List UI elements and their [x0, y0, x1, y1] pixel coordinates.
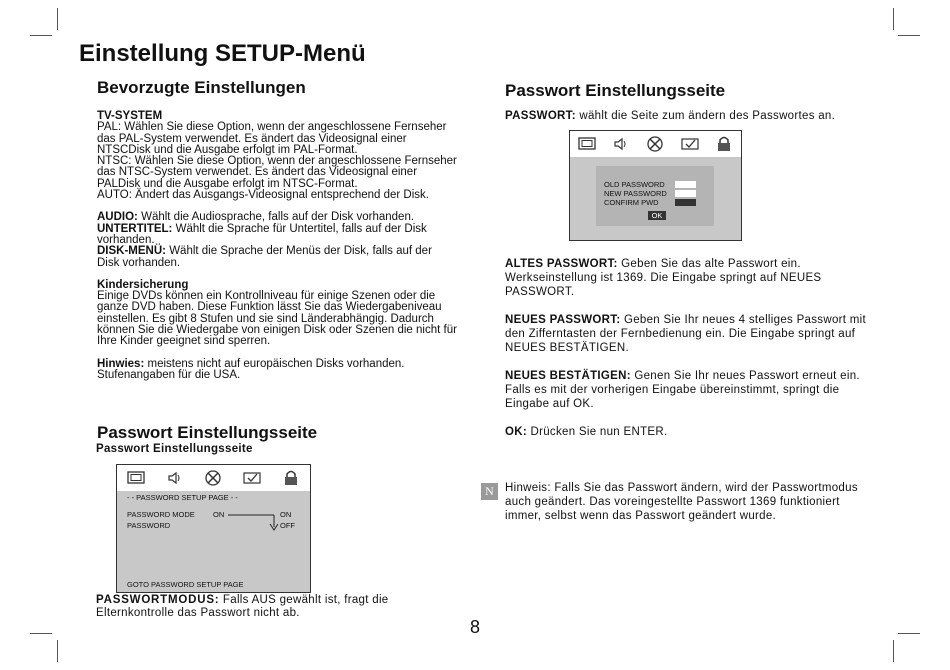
new-password-field[interactable] — [675, 190, 696, 197]
section-heading-preferences: Bevorzugte Einstellungen — [97, 78, 306, 97]
arrow-connector — [228, 514, 278, 537]
preferences-text — [97, 111, 457, 392]
new-password-label: NEW PASSWORD — [604, 189, 667, 198]
option-on[interactable]: ON — [280, 510, 292, 519]
menu-icon-bar — [117, 465, 310, 491]
old-password-label: OLD PASSWORD — [604, 180, 665, 189]
disk-menu-label: DISK-MENÜ: — [97, 245, 166, 258]
confirm-password-field[interactable] — [675, 199, 696, 206]
ok-heading: OK: — [505, 426, 527, 438]
new-password-text: Geben Sie Ihr neues 4 stelliges Passwort mit den Zifferntasten der Fernbedienung ein. Die Eingabe springt auf NEUES BESTÄTIGEN. — [505, 314, 866, 354]
new-password-heading: NEUES PASSWORT: — [505, 314, 621, 326]
section-heading-password: Passwort Einstellungsseite — [97, 423, 318, 442]
checklist-icon[interactable] — [680, 136, 700, 152]
audio-text: Wählt die Audiosprache, falls auf der Disk vorhanden. — [137, 211, 415, 224]
confirm-password-label: CONFIRM PWD — [604, 198, 659, 207]
crop-mark — [898, 633, 920, 634]
disc-icon[interactable] — [645, 136, 665, 152]
password-dialog — [596, 166, 714, 226]
ok-button[interactable]: OK — [648, 211, 666, 220]
password-label-text: PASSWORT: — [505, 110, 576, 122]
password-mode-label-text: PASSWORTMODUS: — [96, 594, 220, 606]
crop-mark — [57, 640, 58, 662]
monitor-icon[interactable] — [126, 470, 146, 486]
password-intro-text: wählt die Seite zum ändern des Passwortes an. — [575, 110, 836, 122]
disk-menu-text: Wählt die Sprache der Menüs der Disk, falls auf der Disk vorhanden. — [97, 245, 432, 269]
password-label[interactable]: PASSWORD — [127, 521, 171, 530]
password-instructions — [505, 257, 875, 453]
page-number: 8 — [470, 617, 481, 637]
crop-mark — [57, 8, 58, 30]
password-mode-text: Falls AUS gewählt ist, fragt die Elternkontrolle das Passwort nicht ab. — [96, 594, 389, 619]
audio-label: AUDIO: — [97, 211, 138, 224]
old-password-field[interactable] — [675, 181, 696, 188]
ok-text: Drücken Sie nun ENTER. — [526, 426, 668, 438]
monitor-icon[interactable] — [577, 136, 597, 152]
speaker-icon[interactable] — [165, 470, 185, 486]
auto-text: AUTO: Ändert das Ausgangs-Videosignal entsprechend der Disk. — [97, 189, 429, 202]
password-mode-description — [96, 594, 396, 620]
note-text: Hinweis: Falls Sie das Passwort ändern, wird der Passwortmodus auch geändert. Das voreingestellte Passwort 1369 funktioniert immer, selbst wenn das Passwort geändert wurde. — [505, 482, 858, 522]
old-password-text: Geben Sie das alte Passwort ein. Werkseinstellung ist 1369. Die Eingabe springt auf NEUES PASSWORT. — [505, 258, 822, 298]
crop-mark — [30, 633, 52, 634]
tv-system-title: TV-SYSTEM — [97, 110, 163, 122]
subtitle-label: UNTERTITEL: — [97, 222, 173, 235]
menu-icon-bar — [570, 131, 741, 157]
ntsc-text: NTSC: Wählen Sie diese Option, wenn der angeschlossene Fernseher das NTSC-System verwendet. Es ändert das Videosignal einer PALDisk und die Ausgabe erfolgt im NTSC-Format. — [97, 155, 457, 190]
crop-mark — [893, 8, 894, 30]
crop-mark — [893, 640, 894, 662]
crop-mark — [898, 35, 920, 36]
password-subheading: Passwort Einstellungsseite — [96, 443, 253, 455]
option-off[interactable]: OFF — [280, 521, 295, 530]
lock-icon[interactable] — [714, 136, 734, 152]
section-heading-password-right: Passwort Einstellungsseite — [505, 81, 726, 100]
confirm-heading: NEUES BESTÄTIGEN: — [505, 370, 631, 382]
subtitle-text: Wählt die Sprache für Untertitel, falls auf der Disk vorhanden. — [97, 222, 427, 246]
note-icon: N — [481, 483, 498, 500]
change-password-menu — [569, 130, 742, 241]
parental-text: Einige DVDs können ein Kontrollniveau für einige Szenen oder die ganze DVD haben. Diese Funktion lässt Sie das Wiedergabeniveau einstellen. Es gibt 8 Stufen und sie sind Länderabhängig. Dadurch können Sie die Wiedergabe von einigen Disk oder Szenen die nicht für Ihre Kinder geeignet sind sperren. — [97, 290, 457, 348]
lock-icon[interactable] — [281, 470, 301, 486]
hint-text: meistens nicht auf europäischen Disks vorhanden. Stufenangaben für die USA. — [97, 357, 405, 381]
crop-mark — [30, 35, 52, 36]
hint-label: Hinwies: — [97, 357, 145, 370]
password-setup-menu — [116, 464, 311, 593]
password-intro — [505, 109, 875, 123]
confirm-text: Genen Sie Ihr neues Passwort erneut ein. Falls es mit der vorherigen Eingabe übereinstimmt, springt die Eingabe auf OK. — [505, 370, 860, 410]
old-password-heading: ALTES PASSWORT: — [505, 258, 618, 270]
disc-icon[interactable] — [203, 470, 223, 486]
password-mode-value: ON — [213, 510, 225, 519]
speaker-icon[interactable] — [611, 136, 631, 152]
pal-text: PAL: Wählen Sie diese Option, wenn der angeschlossene Fernseher das PAL-System verwendet. Es ändert das Videosignal einer NTSCDisk und die Ausgabe erfolgt im PAL-Format. — [97, 121, 447, 156]
menu-footer: GOTO PASSWORD SETUP PAGE — [127, 580, 244, 589]
menu-header: - - PASSWORD SETUP PAGE - - — [127, 493, 238, 502]
password-mode-label[interactable]: PASSWORD MODE — [127, 510, 195, 519]
parental-title: Kindersicherung — [97, 278, 189, 291]
page-title: Einstellung SETUP-Menü — [79, 40, 366, 67]
checklist-icon[interactable] — [242, 470, 262, 486]
